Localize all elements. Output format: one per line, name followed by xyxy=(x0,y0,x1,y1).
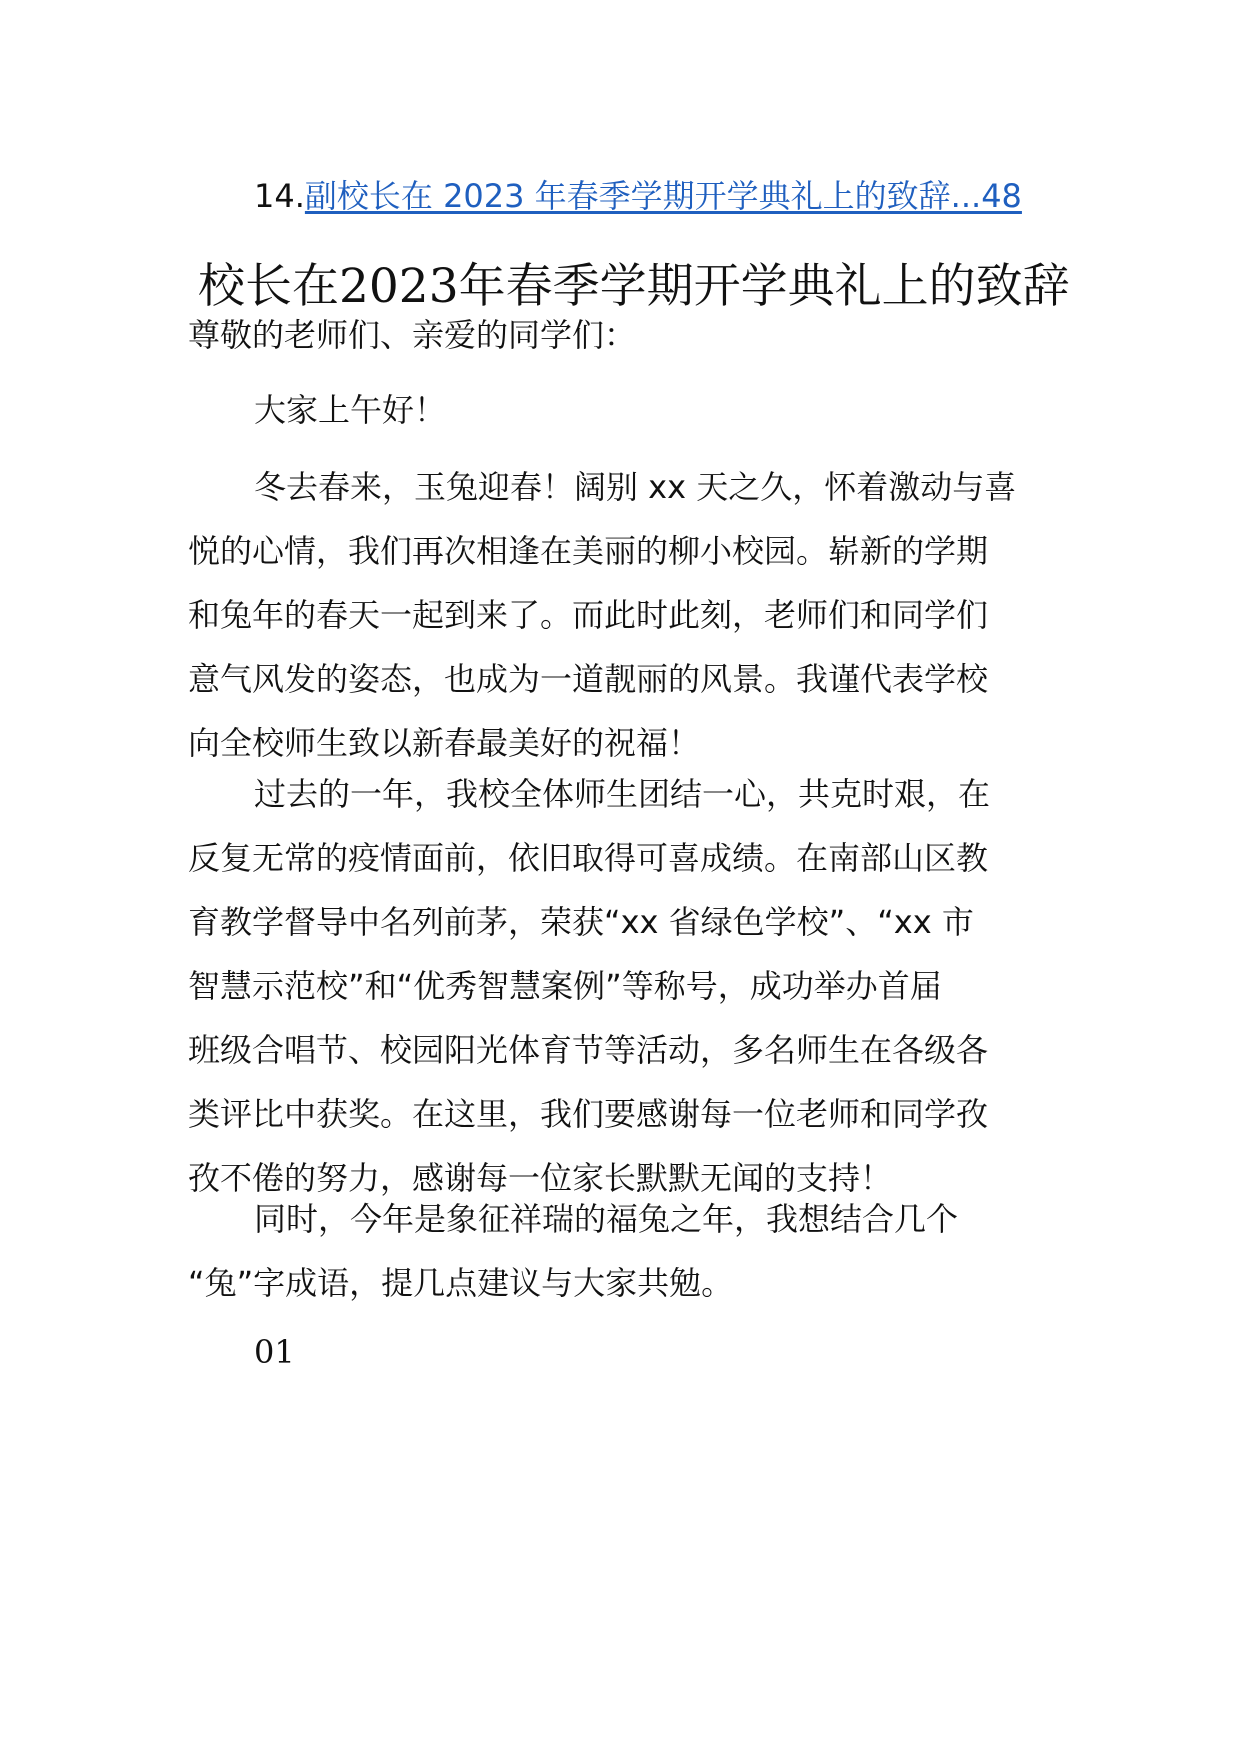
paragraph-2 xyxy=(188,762,1052,1210)
title-prefix: 校长在 xyxy=(198,259,339,314)
title-year: 2023 xyxy=(339,259,459,314)
paragraph-line: 冬去春来，玉兔迎春！阔别 xx 天之久，怀着激动与喜 xyxy=(254,468,1017,506)
paragraph-line: 向全校师生致以新春最美好的祝福！ xyxy=(188,724,701,762)
section-number: 01 xyxy=(254,1333,295,1371)
salutation: 尊敬的老师们、亲爱的同学们： xyxy=(188,316,637,354)
toc-link[interactable]: 副校长在 2023 年春季学期开学典礼上的致辞...48 xyxy=(304,177,1022,215)
paragraph-line: 和兔年的春天一起到来了。而此时此刻，老师们和同学们 xyxy=(188,596,989,634)
paragraph-line: 类评比中获奖。在这里，我们要感谢每一位老师和同学孜 xyxy=(188,1095,989,1133)
paragraph-line: 班级合唱节、校园阳光体育节等活动，多名师生在各级各 xyxy=(188,1031,989,1069)
title-suffix: 年春季学期开学典礼上的致辞 xyxy=(458,259,1070,314)
paragraph-line: 反复无常的疫情面前，依旧取得可喜成绩。在南部山区教 xyxy=(188,839,989,877)
paragraph-line: 智慧示范校”和“优秀智慧案例”等称号，成功举办首届 xyxy=(188,967,942,1005)
paragraph-line: 过去的一年，我校全体师生团结一心，共克时艰，在 xyxy=(254,775,991,813)
toc-entry xyxy=(254,172,1054,220)
paragraph-1 xyxy=(188,455,1052,775)
paragraph-line: 育教学督导中名列前茅，荣获“xx 省绿色学校”、“xx 市 xyxy=(188,903,974,941)
paragraph-3 xyxy=(188,1187,1052,1315)
paragraph-line: 悦的心情，我们再次相逢在美丽的柳小校园。崭新的学期 xyxy=(188,532,989,570)
greeting: 大家上午好！ xyxy=(254,391,447,429)
paragraph-line: 意气风发的姿态，也成为一道靓丽的风景。我谨代表学校 xyxy=(188,660,989,698)
toc-number: 14. xyxy=(254,177,305,215)
paragraph-line: 同时，今年是象征祥瑞的福兔之年，我想结合几个 xyxy=(254,1200,959,1238)
paragraph-line: 孜不倦的努力，感谢每一位家长默默无闻的支持！ xyxy=(188,1159,893,1197)
paragraph-line: “兔”字成语，提几点建议与大家共勉。 xyxy=(188,1264,734,1302)
